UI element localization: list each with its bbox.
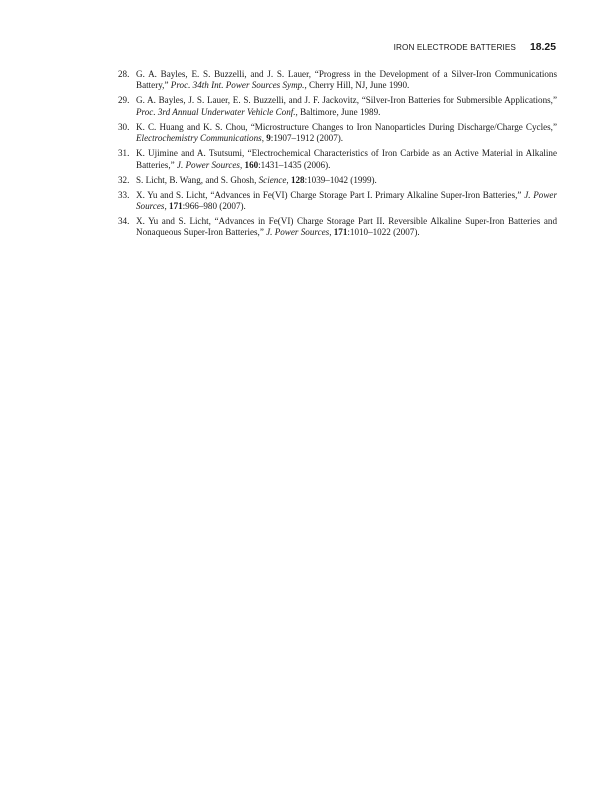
journal-title: J. Power Sources [176,159,240,170]
reference-text [136,95,557,116]
reference-list [118,69,557,242]
journal-title: J. Power Sources [136,189,557,212]
reference-item [118,175,557,186]
running-title: IRON ELECTRODE BATTERIES [393,43,516,52]
reference-number: 33. [118,189,130,200]
reference-segment: , [329,227,334,238]
volume-number: 160 [244,159,259,170]
volume-number: 9 [266,133,271,144]
reference-segment: , [261,133,267,144]
reference-segment: G. A. Bayles, J. S. Lauer, E. S. Buzzelli, and J. F. Jackovitz, “Silver-Iron Batteries for Submersible Applications,” [136,95,557,106]
reference-number: 29. [118,95,130,106]
journal-title: Proc. 34th Int. Power Sources Symp. [170,80,305,91]
reference-segment: S. Licht, B. Wang, and S. Ghosh, [136,174,259,185]
reference-text [136,175,377,185]
volume-number: 171 [333,227,348,238]
reference-segment: X. Yu and S. Licht, “Advances in Fe(VI) Charge Storage Part I. Primary Alkaline Super-Iron Batteries,” [136,189,525,200]
reference-segment: K. C. Huang and K. S. Chou, “Microstructure Changes to Iron Nanoparticles During Discharge/Charge Cycles,” [136,121,557,132]
reference-segment: :966–980 (2007). [182,201,246,212]
reference-segment: X. Yu and S. Licht, “Advances in Fe(VI) Charge Storage Part II. Reversible Alkaline Super-Iron Batteries and Nonaqueous Super-Iron Batteries,” [136,216,557,238]
reference-number: 28. [118,69,130,79]
reference-segment: :1431–1435 (2006). [258,159,331,170]
reference-number: 30. [118,121,130,132]
reference-text [136,190,557,211]
reference-item [118,69,557,92]
journal-title: Science [258,174,287,185]
reference-segment: , [239,159,245,170]
reference-segment: , [164,201,170,212]
reference-segment: K. Ujimine and A. Tsutsumi, “Electrochemical Characteristics of Iron Carbide as an Active Material in Alkaline Batteries,” [136,148,557,170]
volume-number: 128 [290,174,305,185]
reference-number: 32. [118,174,130,185]
reference-item [118,190,557,213]
reference-segment: G. A. Bayles, E. S. Buzzelli, and J. S. Lauer, “Progress in the Development of a Silver-Iron Communications Battery,” [136,69,557,91]
running-header [394,42,556,53]
reference-segment: , Baltimore, June 1989. [295,106,381,117]
reference-item [118,122,557,145]
reference-segment: :1039–1042 (1999). [304,174,377,185]
reference-item [118,216,557,239]
reference-text [136,148,557,169]
reference-segment: :1907–1912 (2007). [270,133,344,144]
page-number: 18.25 [529,42,556,53]
reference-text [136,216,557,237]
reference-segment: , Cherry Hill, NJ, June 1990. [304,80,410,91]
reference-segment: :1010–1022 (2007). [347,227,420,238]
reference-text [136,122,557,143]
reference-item [118,148,557,171]
reference-segment: , [286,174,291,185]
reference-number: 31. [118,148,130,159]
volume-number: 171 [169,201,183,212]
journal-title: Electrochemistry Communications [136,133,262,144]
journal-title: Proc. 3rd Annual Underwater Vehicle Conf. [136,106,296,117]
reference-number: 34. [118,216,130,227]
reference-text [136,69,557,90]
reference-item [118,95,557,118]
journal-title: J. Power Sources [266,227,330,238]
